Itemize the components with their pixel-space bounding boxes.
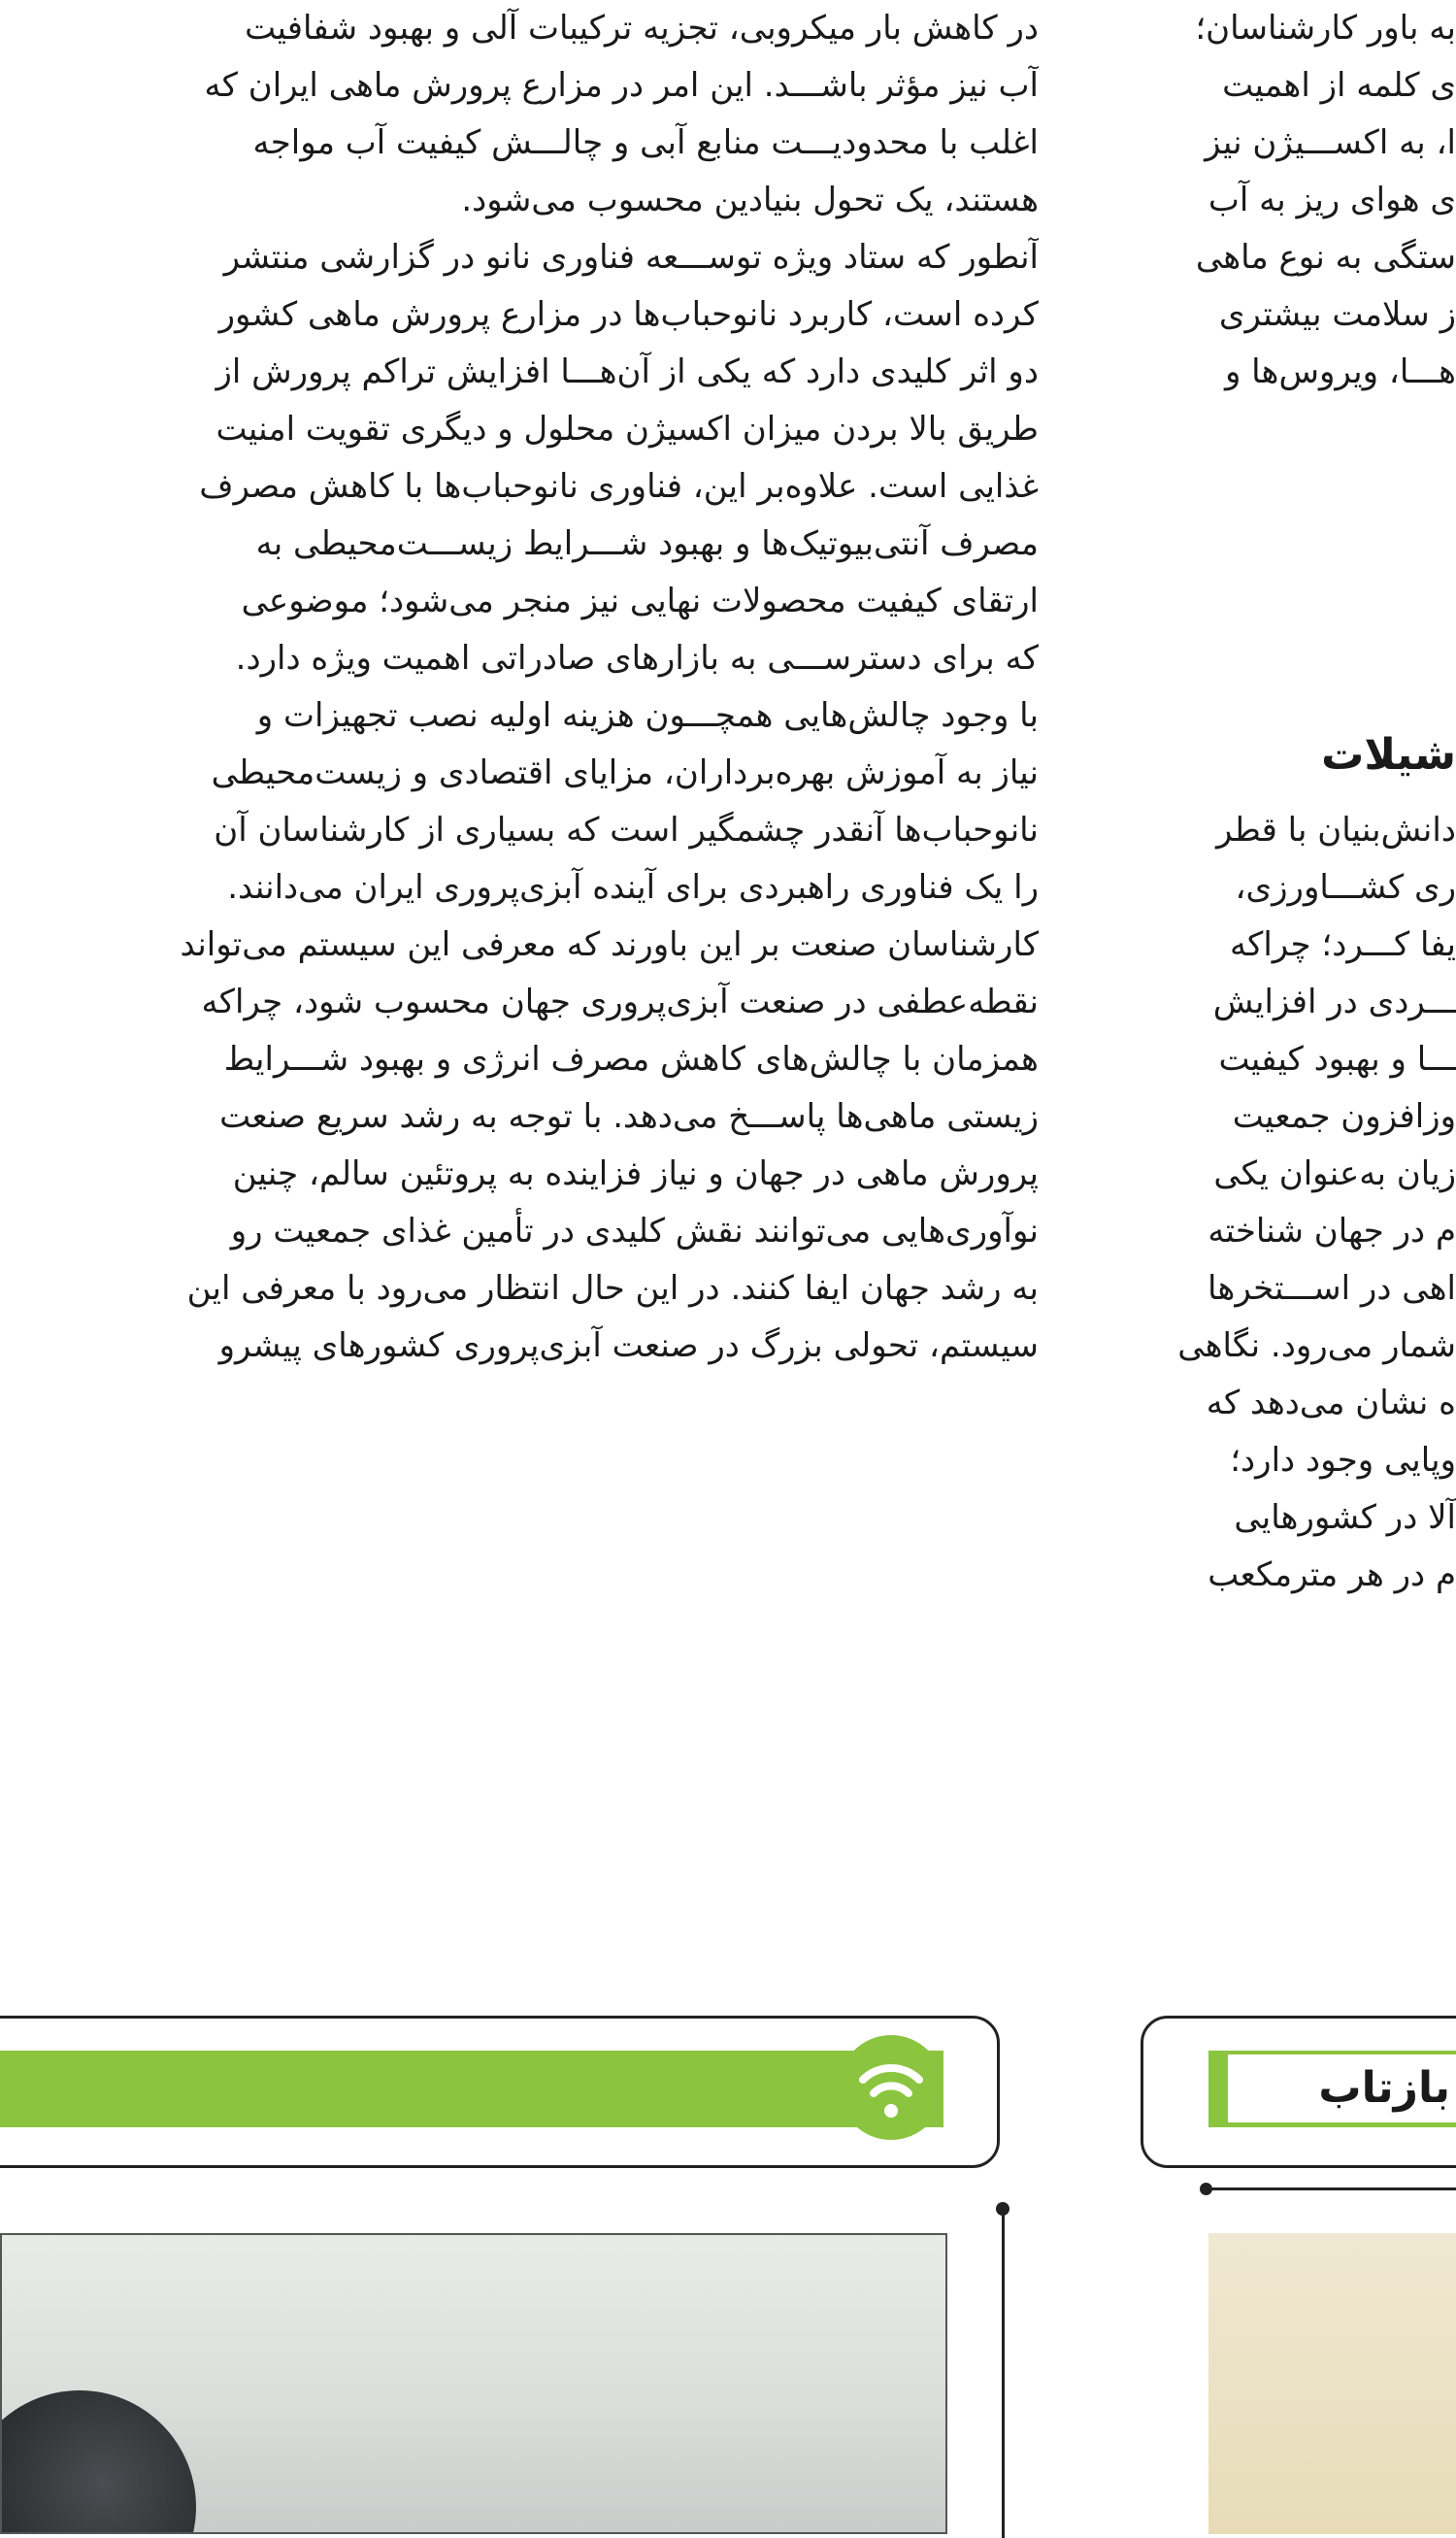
article-line: آلا در کشورهایی bbox=[1234, 1498, 1456, 1537]
article-line: دو اثر کلیدی دارد که یکی از آن‌هـــا افزایش تراکم پرورش از bbox=[215, 352, 1039, 391]
article-line: نقطه‌عطفی در صنعت آبزی‌پروری جهان محسوب شود، چراکه bbox=[201, 983, 1039, 1021]
article-line: هـــا، ویروس‌ها و bbox=[1224, 352, 1456, 391]
article-line: وپایی وجود دارد؛ bbox=[1230, 1441, 1456, 1480]
article-line: با وجود چالش‌هایی همچـــون هزینه اولیه نصب تجهیزات و bbox=[256, 696, 1039, 735]
article-line: پرورش ماهی در جهان و نیاز فزاینده به پروتئین سالم، چنین bbox=[232, 1154, 1039, 1193]
article-line: دانش‌بنیان با قطر bbox=[1215, 811, 1456, 850]
vertical-divider-dot bbox=[996, 2202, 1009, 2216]
photo-subject bbox=[0, 2390, 196, 2534]
article-line: ی هوای ریز به آب bbox=[1208, 181, 1456, 219]
article-line: وزافزون جمعیت bbox=[1232, 1097, 1456, 1136]
article-line: را یک فناوری راهبردی برای آینده آبزی‌پروری ایران می‌دانند. bbox=[227, 868, 1039, 907]
article-line: همزمان با چالش‌های کاهش مصرف انرژی و بهبود شـــرایط bbox=[223, 1040, 1039, 1079]
article-line: که برای دسترســـی به بازارهای صادراتی اهمیت ویژه دارد. bbox=[235, 639, 1039, 678]
article-line: سیستم، تحولی بزرگ در صنعت آبزی‌پروری کشورهای پیشرو bbox=[218, 1326, 1039, 1365]
article-line: نیاز به آموزش بهره‌برداران، مزایای اقتصادی و زیست‌محیطی bbox=[211, 753, 1039, 792]
article-line: کرده است، کاربرد نانوحباب‌ها در مزارع پرورش ماهی کشور bbox=[218, 295, 1039, 334]
article-photo bbox=[0, 2233, 947, 2534]
side-photo bbox=[1208, 2233, 1456, 2534]
article-line: زیان به‌عنوان یکی bbox=[1213, 1154, 1456, 1193]
article-line: ـــا و بهبود کیفیت bbox=[1218, 1040, 1456, 1079]
article-side-column-top bbox=[1145, 0, 1456, 401]
article-line: هستند، یک تحول بنیادین محسوب می‌شود. bbox=[461, 181, 1039, 219]
article-line: نوآوری‌هایی می‌توانند نقش کلیدی در تأمین غذای جمعیت رو bbox=[230, 1212, 1039, 1251]
article-line: م در جهان شناخته bbox=[1208, 1212, 1456, 1251]
section-label-tab bbox=[1211, 2054, 1225, 2122]
article-line: در کاهش بار میکروبی، تجزیه ترکیبات آلی و بهبود شفافیت bbox=[245, 9, 1039, 48]
article-line: اغلب با محدودیـــت منابع آبی و چالـــش کیفیت آب مواجه bbox=[252, 123, 1039, 162]
article-line: یفا کـــرد؛ چراکه bbox=[1229, 925, 1456, 964]
divider-dot bbox=[1200, 2183, 1212, 2195]
article-line: م در هر مترمکعب bbox=[1208, 1555, 1456, 1594]
article-line: آب نیز مؤثر باشـــد. این امر در مزارع پرورش ماهی ایران که bbox=[204, 66, 1039, 105]
article-main-column bbox=[0, 0, 1039, 1375]
section-heading: شیلات bbox=[1321, 730, 1456, 780]
article-line: به رشد جهان ایفا کنند. در این حال انتظار می‌رود با معرفی این bbox=[186, 1269, 1039, 1308]
article-line: ارتقای کیفیت محصولات نهایی نیز منجر می‌شود؛ موضوعی bbox=[241, 582, 1039, 620]
article-line: زیستی ماهی‌ها پاســـخ می‌دهد. با توجه به رشد سریع صنعت bbox=[219, 1097, 1039, 1136]
section-label: بازتاب bbox=[1228, 2054, 1456, 2122]
article-line: ـــردی در افزایش bbox=[1212, 983, 1456, 1021]
wifi-icon bbox=[839, 2035, 943, 2140]
article-line: ا، به اکســـیژن نیز bbox=[1205, 123, 1456, 162]
article-line: آنطور که ستاد ویژه توســـعه فناوری نانو در گزارشی منتشر bbox=[223, 238, 1039, 277]
article-line: ه نشان می‌دهد که bbox=[1206, 1384, 1456, 1422]
article-line: ز سلامت بیشتری bbox=[1218, 295, 1456, 334]
vertical-divider bbox=[1002, 2208, 1005, 2538]
article-line: مصرف آنتی‌بیوتیک‌ها و بهبود شـــرایط زیســـت‌محیطی به bbox=[255, 524, 1039, 563]
article-line: طریق بالا بردن میزان اکسیژن محلول و دیگری تقویت امنیت bbox=[215, 410, 1039, 449]
section-banner-bar bbox=[0, 2051, 943, 2127]
article-line: ری کشـــاورزی، bbox=[1235, 868, 1456, 907]
article-side-column-bottom bbox=[1145, 802, 1456, 1604]
article-line: غذایی است. علاوه‌بر این، فناوری نانوحباب‌ها با کاهش مصرف bbox=[199, 467, 1039, 506]
article-line: اهی در اســـتخرها bbox=[1208, 1269, 1456, 1308]
article-line: ستگی به نوع ماهی bbox=[1195, 238, 1456, 277]
article-line: به باور کارشناسان؛ bbox=[1195, 9, 1456, 48]
article-line: کارشناسان صنعت بر این باورند که معرفی این سیستم می‌تواند bbox=[180, 925, 1039, 964]
article-line: ی کلمه از اهمیت bbox=[1222, 66, 1456, 105]
divider-rule bbox=[1208, 2187, 1456, 2190]
article-line: شمار می‌رود. نگاهی bbox=[1177, 1326, 1456, 1365]
article-line: نانوحباب‌ها آنقدر چشمگیر است که بسیاری از کارشناسان آن bbox=[214, 811, 1039, 850]
